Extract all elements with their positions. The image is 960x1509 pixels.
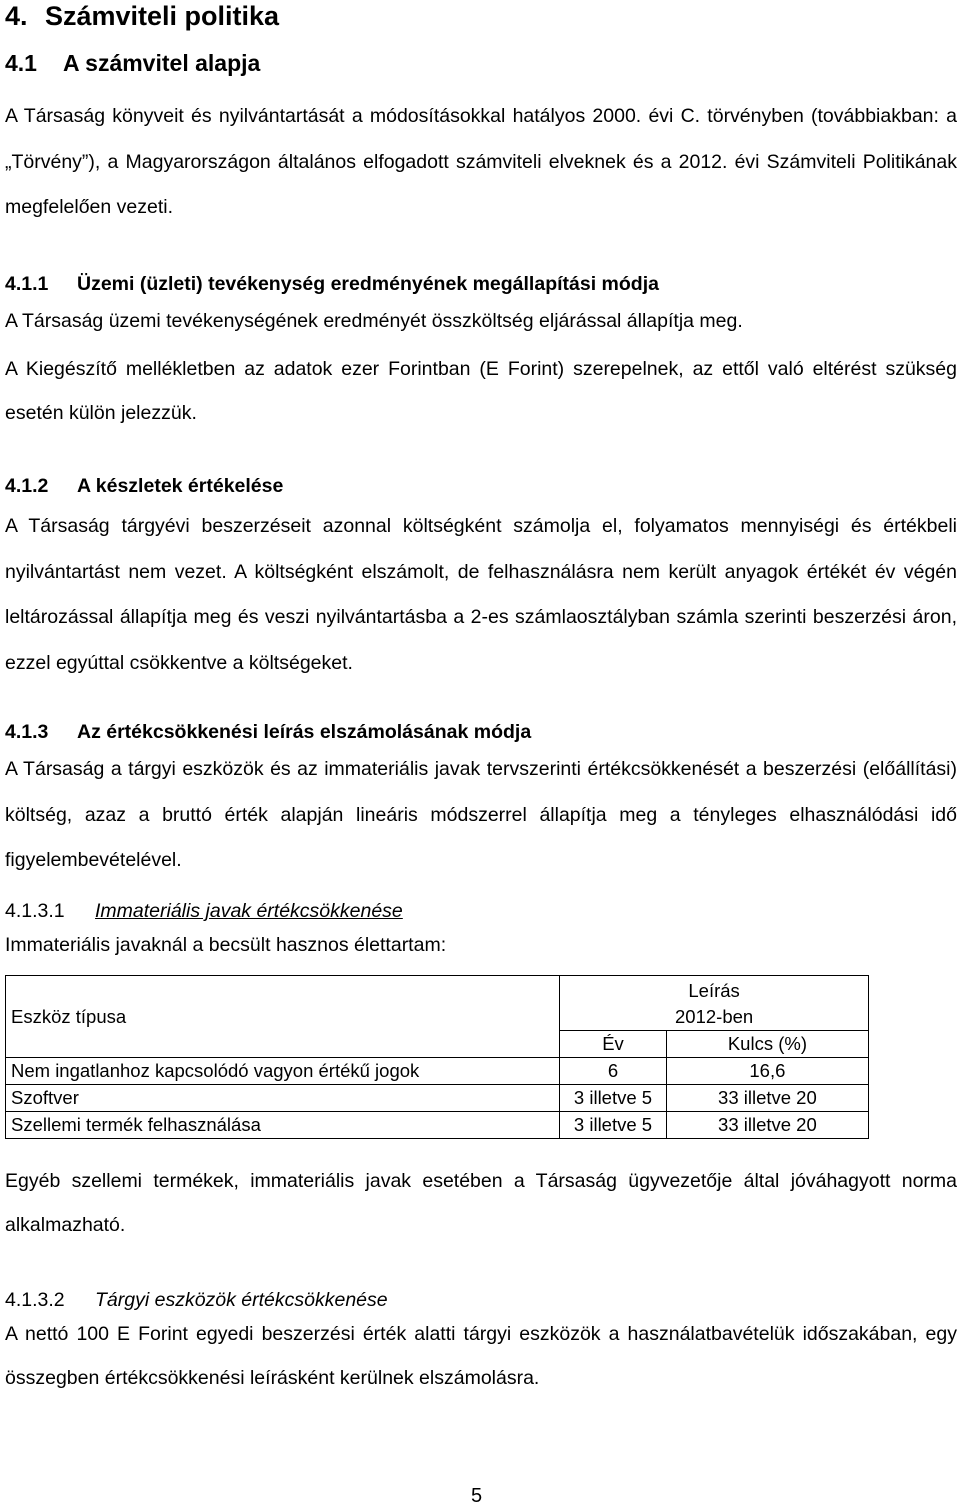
section-number: 4.1 — [5, 50, 37, 76]
intro-paragraph: A Társaság könyveit és nyilvántartását a módosításokkal hatályos 2000. évi C. törvényben (továbbiakban: a „Törvény”), a Magyarországon általános elfogadott számviteli elveknek és a 2012. évi Számviteli Politikának megfelelően vezeti. — [5, 105, 957, 218]
cell-asset: Szoftver — [6, 1085, 560, 1112]
cell-rate: 16,6 — [666, 1058, 868, 1085]
paragraph-4-1-1-b: A Kiegészítő mellékletben az adatok ezer Forintban (E Forint) szerepelnek, az ettől való eltérést szükség esetén külön jelezzük. — [5, 358, 957, 424]
chapter-title: Számviteli politika — [45, 1, 280, 31]
cell-rate: 33 illetve 20 — [666, 1085, 868, 1112]
page-number: 5 — [471, 1485, 483, 1507]
subsection-heading-4-1-3-1 — [5, 897, 403, 925]
paragraph-4-1-1-a: A Társaság üzemi tevékenységének eredményét összköltség eljárással állapítja meg. — [5, 310, 743, 332]
useful-life-table — [5, 975, 869, 1139]
subsection-number: 4.1.3.2 — [5, 1289, 65, 1311]
subsection-title: Az értékcsökkenési leírás elszámolásának módja — [77, 721, 532, 743]
subsection-number: 4.1.2 — [5, 475, 49, 497]
section-heading-4-1 — [5, 48, 260, 78]
subsection-title: Immateriális javak értékcsökkenése — [95, 900, 403, 922]
cell-year: 6 — [560, 1058, 667, 1085]
header-depreciation-group — [560, 976, 869, 1031]
header-year: Év — [560, 1031, 667, 1058]
subsection-heading-4-1-3 — [5, 718, 531, 746]
paragraph-4-1-2: A Társaság tárgyévi beszerzéseit azonnal költségként számolja el, folyamatos mennyiségi és értékbeli nyilvántartást nem vezet. A költségként elszámolt, de felhasználásra nem került anyagok értékét év végén leltározással állapítja meg és veszi nyilvántartásba a 2-es számlaosztályban számla szerinti beszerzési áron, ezzel egyúttal csökkentve a költségeket. — [5, 515, 957, 674]
subsection-title: Üzemi (üzleti) tevékenység eredményének megállapítási módja — [77, 273, 659, 295]
subsection-title: Tárgyi eszközök értékcsökkenése — [95, 1289, 388, 1311]
table-header-row — [6, 976, 869, 1031]
subsection-title: A készletek értékelése — [77, 475, 284, 497]
subsection-number: 4.1.3.1 — [5, 900, 65, 922]
paragraph-4-1-3: A Társaság a tárgyi eszközök és az immateriális javak tervszerinti értékcsökkenését a beszerzési (előállítási) költség, azaz a bruttó érték alapján lineáris módszerrel állapítja meg a tényleges elhasználódási idő figyelembevételével. — [5, 758, 957, 871]
subsection-number: 4.1.3 — [5, 721, 49, 743]
chapter-heading — [5, 0, 279, 32]
subsection-heading-4-1-1 — [5, 270, 659, 298]
table-row — [6, 1112, 869, 1139]
cell-asset: Nem ingatlanhoz kapcsolódó vagyon értékű jogok — [6, 1058, 560, 1085]
cell-year: 3 illetve 5 — [560, 1112, 667, 1139]
section-title: A számvitel alapja — [63, 50, 261, 76]
paragraph-after-table: Egyéb szellemi termékek, immateriális javak esetében a Társaság ügyvezetője által jóváhagyott norma alkalmazható. — [5, 1170, 957, 1236]
header-asset-type: Eszköz típusa — [6, 976, 560, 1058]
subsection-number: 4.1.1 — [5, 273, 49, 295]
table-row — [6, 1085, 869, 1112]
header-group-label-2: 2012-ben — [675, 1006, 754, 1027]
header-rate: Kulcs (%) — [666, 1031, 868, 1058]
header-group-label-1: Leírás — [688, 980, 740, 1001]
table-row — [6, 1058, 869, 1085]
subsection-heading-4-1-3-2 — [5, 1286, 388, 1314]
subsection-heading-4-1-2 — [5, 472, 283, 500]
cell-asset: Szellemi termék felhasználása — [6, 1112, 560, 1139]
table-intro: Immateriális javaknál a becsült hasznos élettartam: — [5, 934, 447, 956]
cell-year: 3 illetve 5 — [560, 1085, 667, 1112]
paragraph-4-1-3-2: A nettó 100 E Forint egyedi beszerzési érték alatti tárgyi eszközök a használatbavételük időszakában, egy összegben értékcsökkenési leírásként kerülnek elszámolásra. — [5, 1323, 957, 1389]
chapter-number: 4. — [5, 1, 28, 31]
cell-rate: 33 illetve 20 — [666, 1112, 868, 1139]
